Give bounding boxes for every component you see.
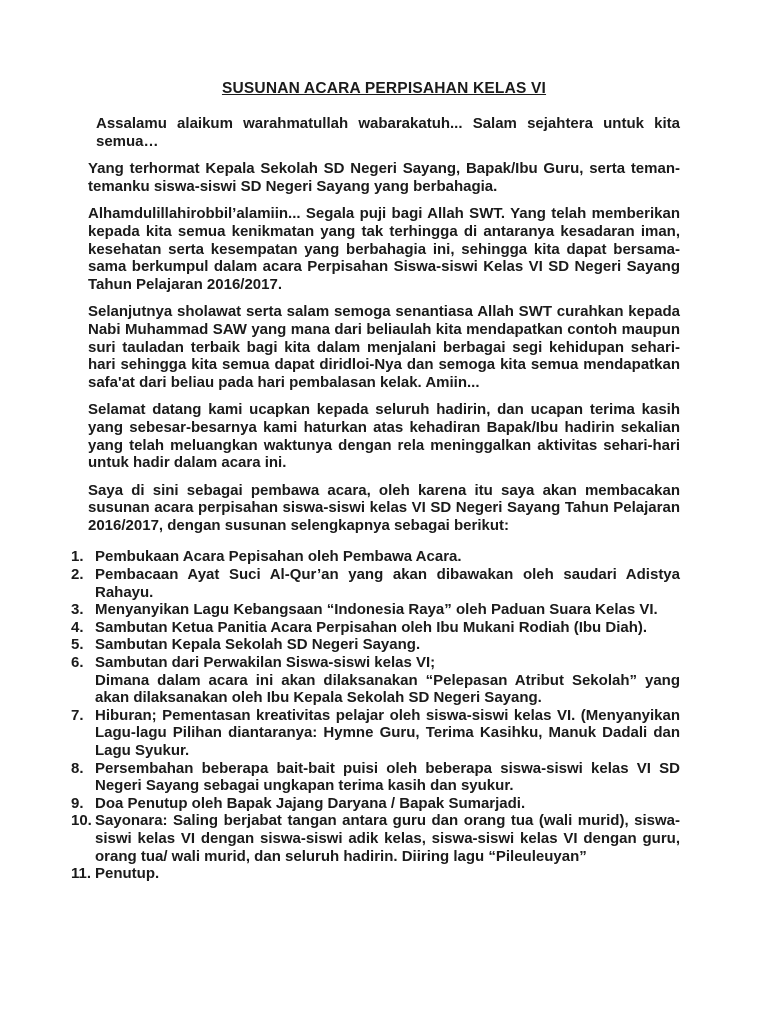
- list-item-text: Pembukaan Acara Pepisahan oleh Pembawa Acara.: [95, 548, 462, 566]
- list-item-number: 4.: [71, 618, 84, 636]
- list-item: [70, 601, 680, 619]
- paragraph-thanks-to-god: Alhamdulillahirobbil’alamiin... Segala puji bagi Allah SWT. Yang telah memberikan kepada kita semua kenikmatan yang tak terhingga di antaranya kesadaran iman, kesehatan serta kesempatan yang berbahagia ini, sehingga kita dapat bersama-sama berkumpul dalam acara Perpisahan Siswa-siswi Kelas VI SD Negeri Sayang Tahun Pelajaran 2016/2017.: [88, 205, 680, 293]
- list-item-text: Doa Penutup oleh Bapak Jajang Daryana / Bapak Sumarjadi.: [95, 794, 526, 812]
- list-item-number: 7.: [71, 706, 84, 724]
- list-item: [70, 636, 680, 654]
- list-item-text: Penutup.: [95, 865, 160, 883]
- paragraph-sholawat: Selanjutnya sholawat serta salam semoga senantiasa Allah SWT curahkan kepada Nabi Muhammad SAW yang mana dari beliaulah kita mendapatkan contoh maupun suri tauladan terbaik bagi kita dalam menjalani berbagai segi kehidupan sehari-hari sehingga kita semua dapat diridloi-Nya dan semoga kita semua mendapatkan safa'at dari beliau pada hari pembalasan kelak. Amiin...: [88, 303, 680, 391]
- document-title: SUSUNAN ACARA PERPISAHAN KELAS VI: [221, 80, 547, 97]
- list-item-number: 3.: [71, 601, 84, 619]
- list-item: [70, 865, 680, 883]
- list-item-text: Persembahan beberapa bait-bait puisi oleh beberapa siswa-siswi kelas VI SD Negeri Sayang sebagai ungkapan terima kasih dan syukur.: [95, 759, 680, 795]
- list-item-text: Sambutan Ketua Panitia Acara Perpisahan oleh Ibu Mukani Rodiah (Ibu Diah).: [95, 618, 648, 636]
- list-item: [70, 566, 680, 601]
- list-item-text: Sambutan Kepala Sekolah SD Negeri Sayang.: [95, 636, 421, 654]
- list-item-text: Pembacaan Ayat Suci Al-Qur’an yang akan dibawakan oleh saudari Adistya Rahayu.: [95, 566, 680, 601]
- list-item-number: 6.: [71, 654, 84, 672]
- list-item-text: Sayonara: Saling berjabat tangan antara guru dan orang tua (wali murid), siswa-siswi kelas VI dengan siswa-siswi adik kelas, siswa-siswi kelas VI dengan guru, orang tua/ wali murid, dan seluruh hadirin. Diiring lagu “Pileuleuyan”: [95, 812, 680, 865]
- list-item: [70, 654, 680, 707]
- list-item-number: 1.: [71, 548, 84, 566]
- list-item: [70, 760, 680, 795]
- list-item: [70, 548, 680, 566]
- document-content: [70, 80, 680, 883]
- list-item-number: 8.: [71, 759, 84, 777]
- list-item-subtext: Dimana dalam acara ini akan dilaksanakan “Pelepasan Atribut Sekolah” yang akan dilaksanakan oleh Ibu Kepala Sekolah SD Negeri Sayang.: [95, 671, 680, 707]
- list-item-text: Sambutan dari Perwakilan Siswa-siswi kelas VI; Dimana dalam acara ini akan dilaksanakan “Pelepasan Atribut Sekolah” yang akan dilaksanakan oleh Ibu Kepala Sekolah SD Negeri Sayang.: [95, 654, 680, 707]
- list-item: [70, 707, 680, 760]
- paragraph-salutation: Assalamu alaikum warahmatullah wabarakatuh... Salam sejahtera untuk kita semua…: [96, 115, 680, 150]
- list-item-number: 9.: [71, 794, 84, 812]
- list-item-number: 10.: [71, 812, 92, 830]
- list-item: [70, 619, 680, 637]
- list-item-text: Hiburan; Pementasan kreativitas pelajar oleh siswa-siswi kelas VI. (Menyanyikan Lagu-lagu Pilihan diantaranya: Hymne Guru, Terima Kasihku, Manuk Dadali dan Lagu Syukur.: [95, 706, 680, 759]
- list-item-number: 5.: [71, 636, 84, 654]
- list-item-number: 11.: [71, 865, 92, 883]
- paragraph-honorifics: Yang terhormat Kepala Sekolah SD Negeri Sayang, Bapak/Ibu Guru, serta teman-temanku siswa-siswi SD Negeri Sayang yang berbahagia.: [88, 160, 680, 195]
- paragraph-welcome: Selamat datang kami ucapkan kepada seluruh hadirin, dan ucapan terima kasih yang sebesar-besarnya kami haturkan atas kehadiran Bapak/Ibu hadirin sekalian yang telah meluangkan waktunya dengan rela meninggalkan aktivitas sehari-hari untuk hadir dalam acara ini.: [88, 401, 680, 472]
- list-item: [70, 795, 680, 813]
- list-item-number: 2.: [71, 566, 84, 584]
- list-item-text: Menyanyikan Lagu Kebangsaan “Indonesia Raya” oleh Paduan Suara Kelas VI.: [95, 601, 658, 619]
- paragraph-mc-intro: Saya di sini sebagai pembawa acara, oleh karena itu saya akan membacakan susunan acara perpisahan siswa-siswi kelas VI SD Negeri Sayang Tahun Pelajaran 2016/2017, dengan susunan selengkapnya sebagai berikut:: [88, 481, 680, 534]
- agenda-list: [70, 548, 680, 882]
- list-item: [70, 812, 680, 865]
